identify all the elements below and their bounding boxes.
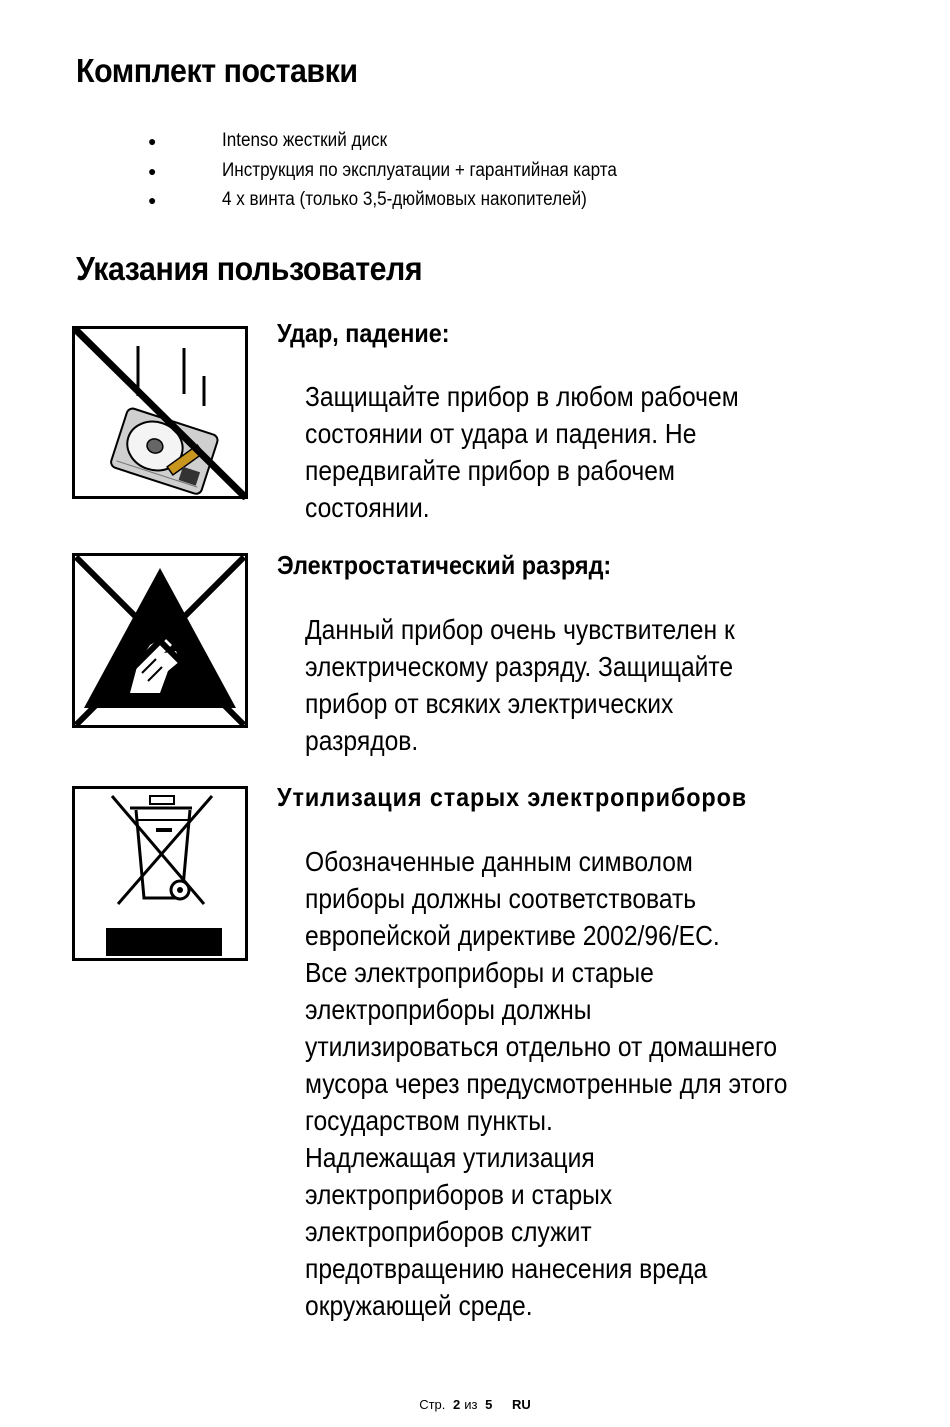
page-current: 2: [453, 1397, 461, 1412]
list-item-text: Инструкция по эксплуатации + гарантийная карта: [222, 159, 617, 181]
esd-warning-prohibited-icon: [72, 553, 248, 725]
hdd-drop-prohibited-icon: [72, 326, 248, 498]
section-body-shock: Защищайте прибор в любом рабочем состоянии от удара и падения. Не передвигайте прибор в рабочем состоянии.: [305, 381, 739, 523]
page-of-label: из: [464, 1397, 478, 1412]
delivery-title: Комплект поставки: [76, 52, 358, 89]
section-heading-shock: Удар, падение:: [277, 318, 450, 348]
list-item-text: 4 х винта (только 3,5-дюймовых накопителей): [222, 189, 587, 210]
bullet-icon: ●: [148, 162, 157, 179]
list-item-text: Intenso жесткий диск: [222, 130, 388, 151]
section-heading-esd: Электростатический разряд:: [277, 550, 612, 580]
language-code: RU: [511, 1397, 531, 1412]
user-notes-title: Указания пользователя: [76, 250, 423, 287]
page-footer: [0, 1397, 950, 1412]
section-body-esd: Данный прибор очень чувствителен к электрическому разряду. Защищайте прибор от всяких электрических разрядов.: [305, 614, 735, 756]
bullet-icon: ●: [148, 133, 157, 149]
bullet-icon: ●: [148, 192, 157, 208]
page-label: Стр.: [419, 1397, 446, 1412]
section-heading-weee: Утилизация старых электроприборов: [277, 782, 748, 812]
page-total: 5: [485, 1397, 493, 1412]
weee-crossed-bin-icon: [72, 786, 248, 958]
section-body-weee: Обозначенные данным символом приборы должны соответствовать европейской директиве 2002/96/EC. Все электроприборы и старые электроприборы должны утилизироваться отдельно от домашнего мусора через предусмотренные для этого государством пункты. Надлежащая утилизация электроприборов и старых электроприборов служит предотвращению нанесения вреда окружающей среде.: [305, 846, 788, 1321]
